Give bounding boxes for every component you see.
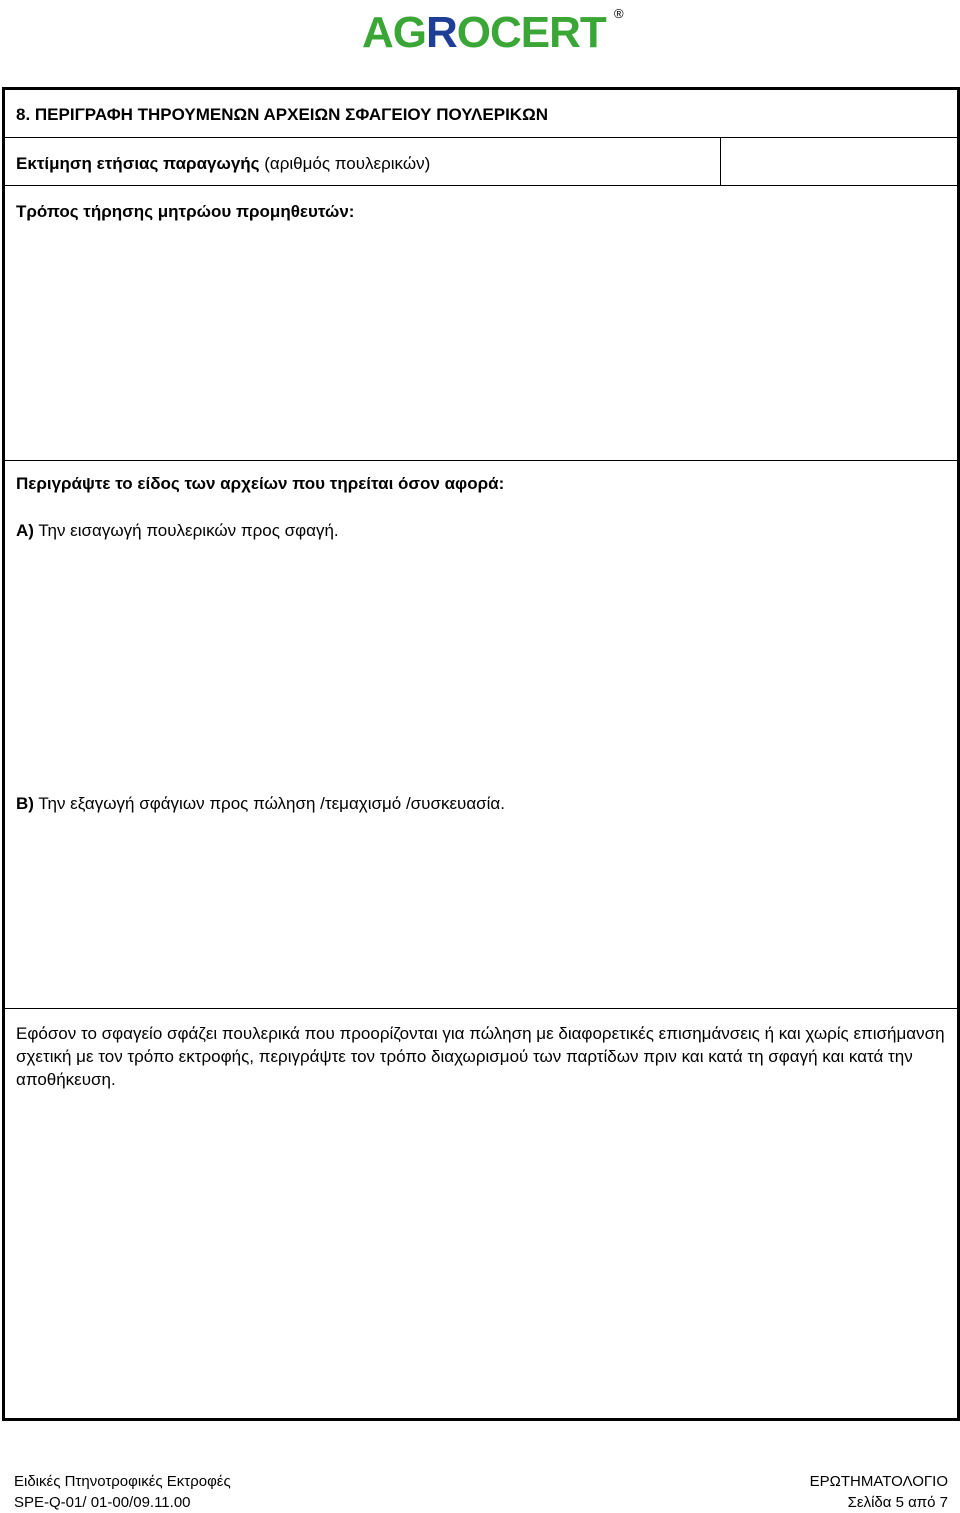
records-label: Περιγράψτε το είδος των αρχείων που τηρείται όσον αφορά: bbox=[16, 474, 505, 493]
item-a: Α) Την εισαγωγή πουλερικών προς σφαγή. bbox=[16, 521, 339, 540]
footer-doc-title: Ειδικές Πτηνοτροφικές Εκτροφές bbox=[14, 1473, 231, 1490]
registered-mark: ® bbox=[614, 6, 624, 21]
records-row bbox=[5, 461, 957, 1009]
registry-label: Τρόπος τήρησης μητρώου προμηθευτών: bbox=[16, 202, 355, 221]
footer-right bbox=[810, 1471, 948, 1513]
separation-answer-area[interactable] bbox=[5, 1099, 957, 1418]
section-title: 8. ΠΕΡΙΓΡΑΦΗ ΤΗΡΟΥΜΕΝΩΝ ΑΡΧΕΙΩΝ ΣΦΑΓΕΙΟΥ ΠΟΥΛΕΡΙΚΩΝ bbox=[16, 105, 548, 124]
separation-text: Εφόσον το σφαγείο σφάζει πουλερικά που προορίζονται για πώληση με διαφορετικές επισημάνσεις ή και χωρίς επισήμανση σχετική με τον τρόπο εκτροφής, περιγράψτε τον τρόπο διαχωρισμού των παρτίδων πριν και κατά τη σφαγή και κατά την αποθήκευση. bbox=[16, 1024, 945, 1089]
production-label: Εκτίμηση ετήσιας παραγωγής (αριθμός πουλερικών) bbox=[16, 154, 431, 173]
production-row bbox=[5, 138, 957, 186]
item-b: Β) Την εξαγωγή σφάγιων προς πώληση /τεμαχισμό /συσκευασία. bbox=[16, 794, 505, 813]
separation-row bbox=[5, 1009, 957, 1418]
registry-answer-area[interactable] bbox=[5, 230, 957, 460]
item-b-answer-area[interactable] bbox=[5, 821, 957, 1008]
footer-left bbox=[14, 1471, 231, 1513]
footer-doc-code: SPE-Q-01/ 01-00/09.11.00 bbox=[14, 1494, 191, 1511]
page-number: Σελίδα 5 από 7 bbox=[847, 1494, 948, 1511]
footer-doc-type: ΕΡΩΤΗΜΑΤΟΛΟΓΙΟ bbox=[809, 1473, 948, 1490]
production-value-field[interactable] bbox=[721, 138, 957, 185]
registry-row bbox=[5, 186, 957, 461]
records-form bbox=[2, 87, 960, 1421]
section-title-row bbox=[5, 90, 957, 138]
item-a-answer-area[interactable] bbox=[5, 547, 957, 787]
logo-wordmark: AGROCERT bbox=[362, 8, 606, 57]
agrocert-logo bbox=[362, 6, 632, 68]
